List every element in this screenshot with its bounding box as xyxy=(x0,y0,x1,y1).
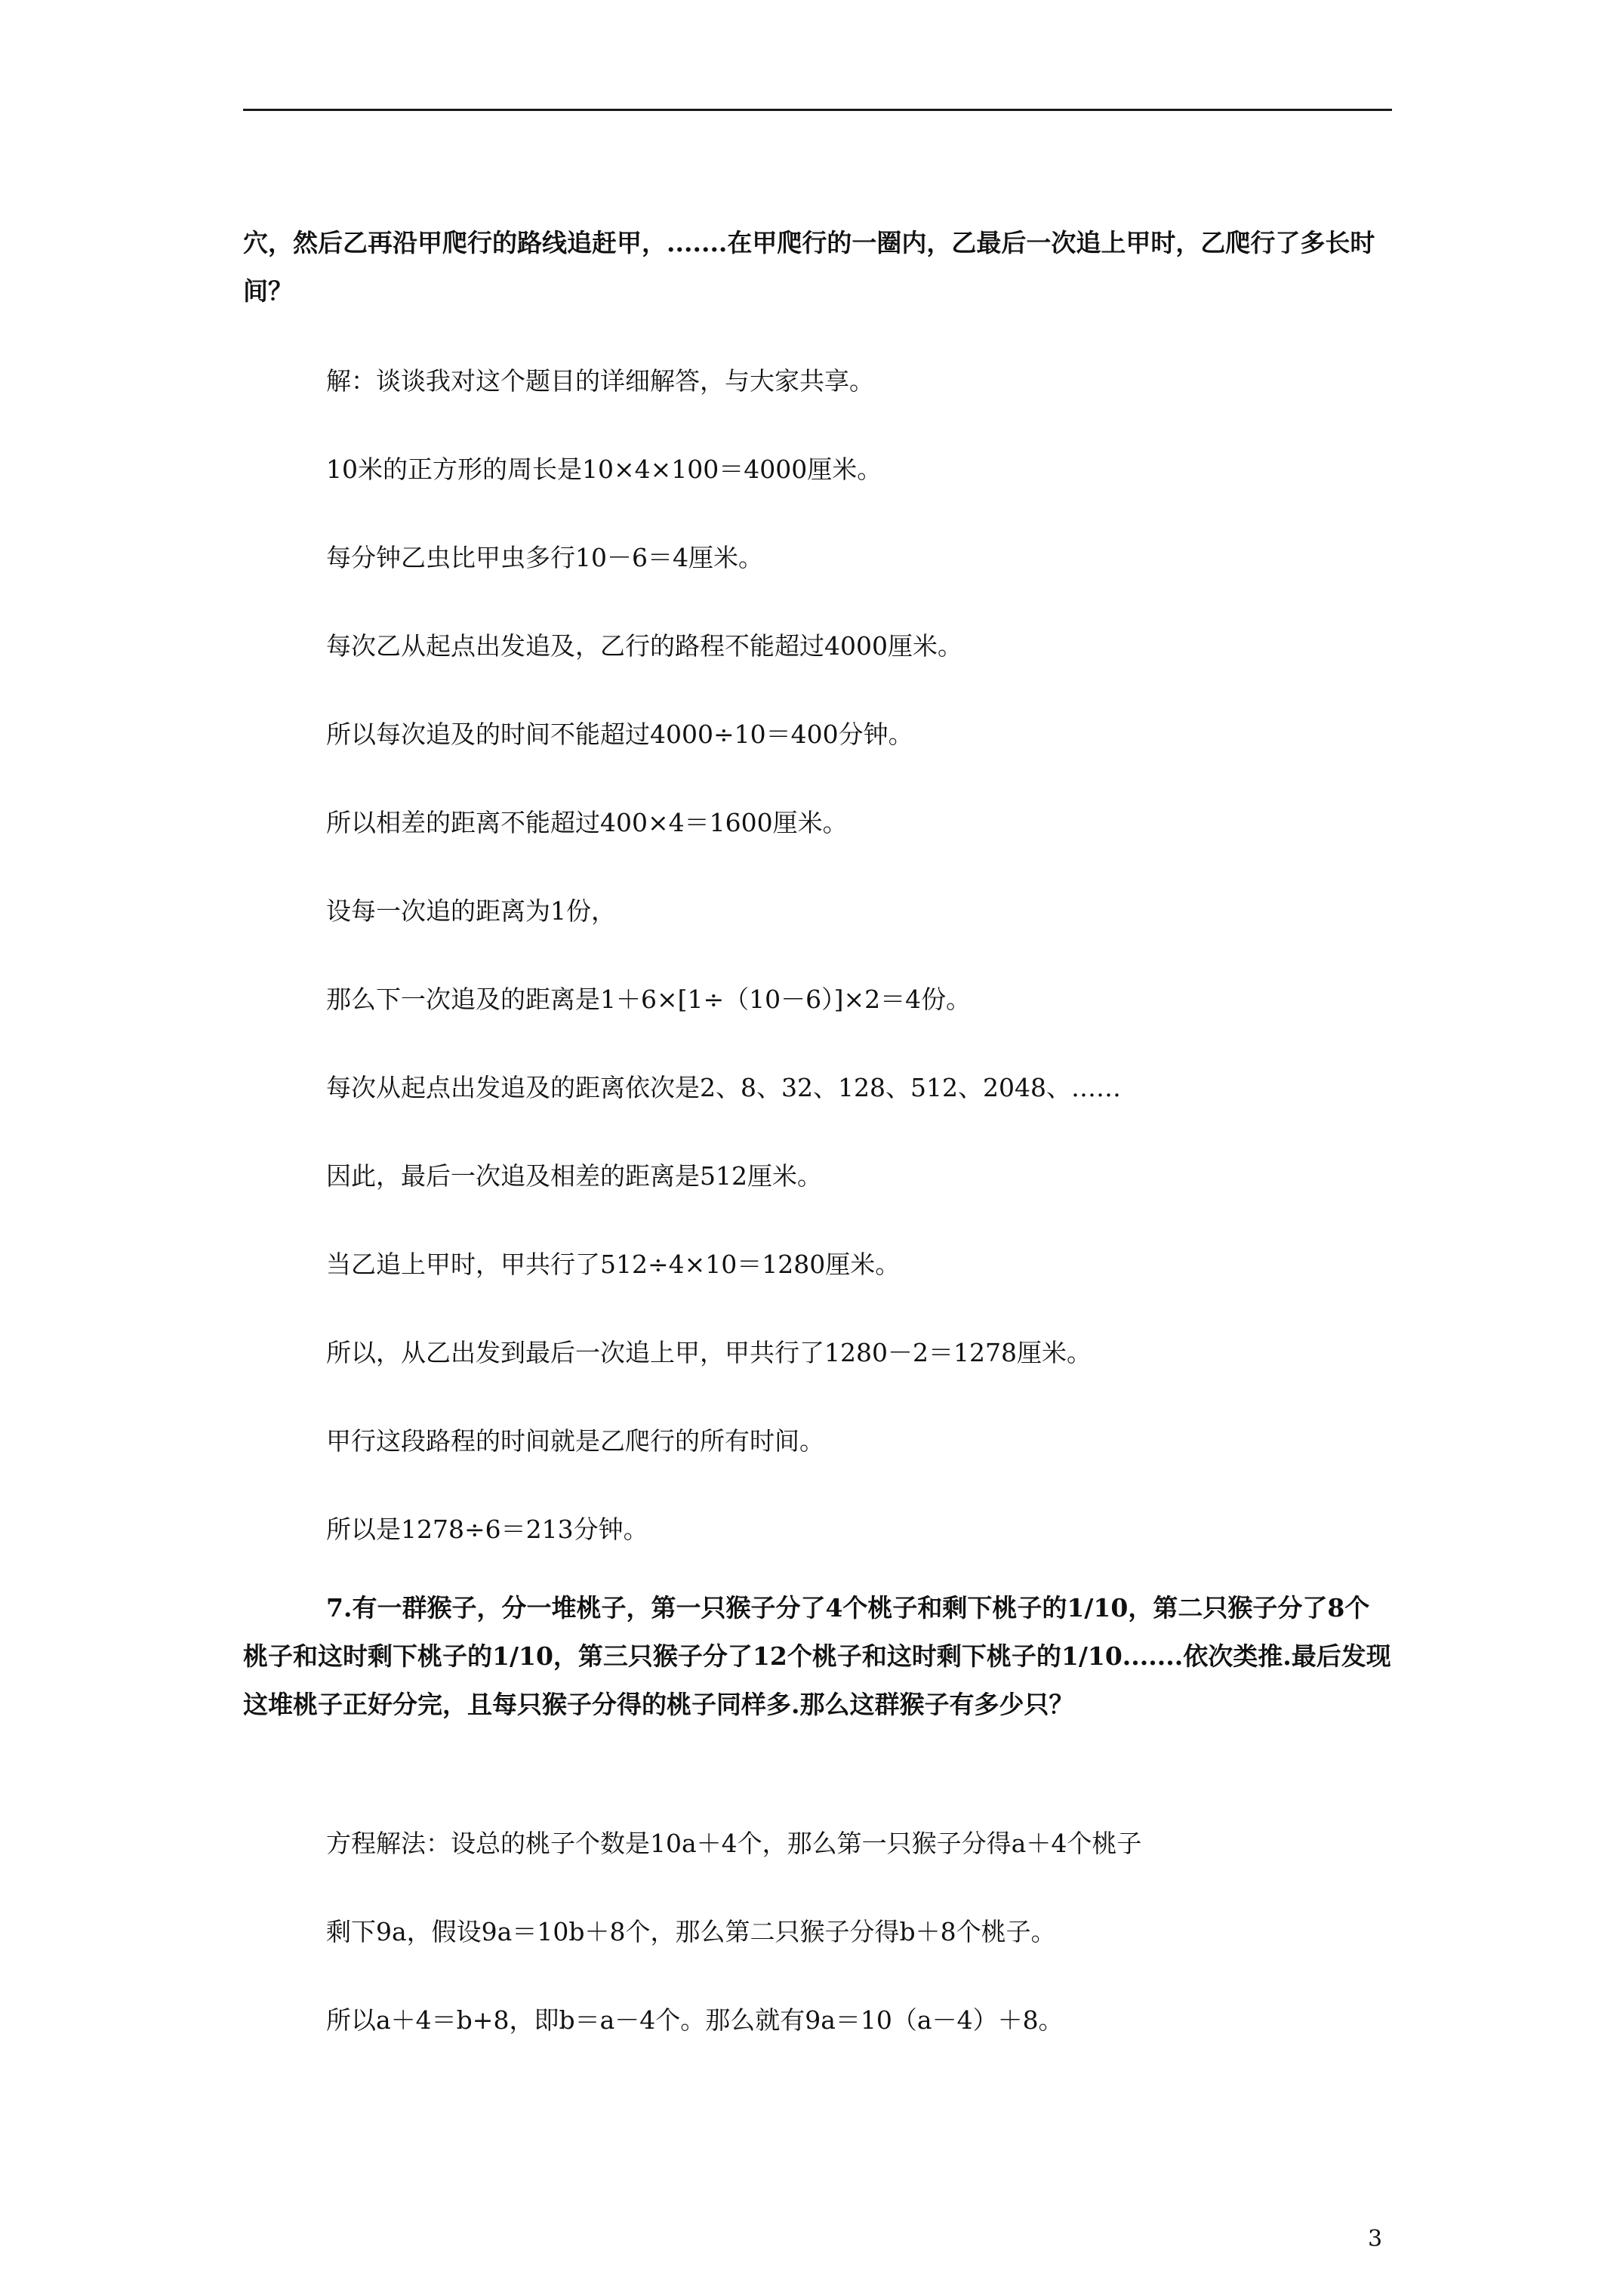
solution-6-line-3: 每分钟乙虫比甲虫多行10－6＝4厘米。 xyxy=(326,543,763,572)
solution-6-line-11: 当乙追上甲时，甲共行了512÷4×10＝1280厘米。 xyxy=(326,1250,901,1279)
question-6-continuation: 穴，然后乙再沿甲爬行的路线追赶甲，.......在甲爬行的一圈内，乙最后一次追上甲时，乙爬行了多长时间？ xyxy=(243,228,1375,306)
solution-6-line-8: 那么下一次追及的距离是1＋6×[1÷（10－6）]×2＝4份。 xyxy=(326,985,972,1014)
solution-6-line-2: 10米的正方形的周长是10×4×100＝4000厘米。 xyxy=(326,455,882,484)
page-number: 3 xyxy=(1368,2226,1383,2252)
header-rule xyxy=(243,109,1392,111)
solution-6-line-14: 所以是1278÷6＝213分钟。 xyxy=(326,1515,648,1544)
solution-7-line-1: 方程解法：设总的桃子个数是10a＋4个，那么第一只猴子分得a＋4个桃子 xyxy=(326,1829,1142,1858)
solution-7-line-2: 剩下9a，假设9a＝10b＋8个，那么第二只猴子分得b＋8个桃子。 xyxy=(326,1917,1056,1946)
solution-6-line-6: 所以相差的距离不能超过400×4＝1600厘米。 xyxy=(326,808,848,837)
solution-6-line-12: 所以，从乙出发到最后一次追上甲，甲共行了1280－2＝1278厘米。 xyxy=(326,1338,1092,1367)
solution-6-line-13: 甲行这段路程的时间就是乙爬行的所有时间。 xyxy=(326,1426,824,1456)
solution-6-line-10: 因此，最后一次追及相差的距离是512厘米。 xyxy=(326,1161,822,1191)
solution-6-line-1: 解：谈谈我对这个题目的详细解答，与大家共享。 xyxy=(326,366,874,396)
solution-6-line-5: 所以每次追及的时间不能超过4000÷10＝400分钟。 xyxy=(326,720,913,749)
solution-7-line-3: 所以a＋4＝b+8，即b＝a－4个。那么就有9a＝10（a－4）＋8。 xyxy=(326,2005,1064,2035)
solution-6-line-9: 每次从起点出发追及的距离依次是2、8、32、128、512、2048、…… xyxy=(326,1073,1121,1102)
question-7: 7.有一群猴子，分一堆桃子，第一只猴子分了4个桃子和剩下桃子的1/10，第二只猴子分了8个桃子和这时剩下桃子的1/10，第三只猴子分了12个桃子和这时剩下桃子的1/10.......依次类推.最后发现这堆桃子正好分完，且每只猴子分得的桃子同样多.那么这群猴子有多少只？ xyxy=(243,1593,1391,1719)
solution-6-line-7: 设每一次追的距离为1份， xyxy=(326,896,616,926)
solution-6-line-4: 每次乙从起点出发追及，乙行的路程不能超过4000厘米。 xyxy=(326,631,962,661)
